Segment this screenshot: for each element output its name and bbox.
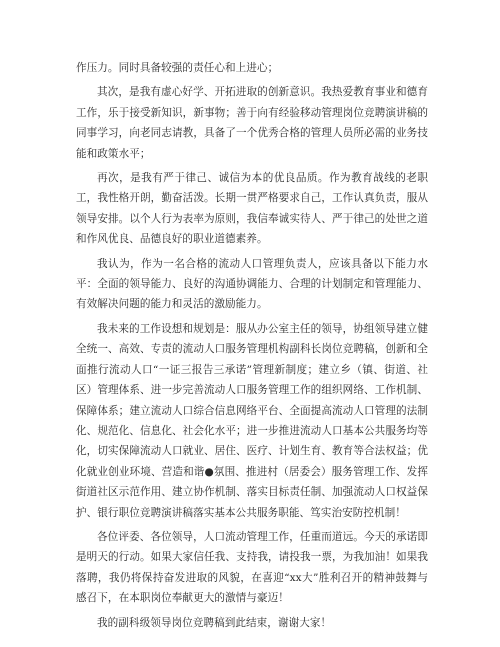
paragraph-1: 作压力。同时具备较强的责任心和上进心； [76, 62, 279, 74]
paragraph-3: 再次，是我有严于律己、诚信为本的优良品质。作为教育战线的老职工，我性格开朗，勤奋活泼。长期一贯严格要求自己，工作认真负责，服从领导安排。以个人行为表率为原则，我信奉诚实待人、严于律己的处世之道和作风优良、品德良好的职业道德素养。 [76, 172, 428, 246]
document-page [76, 58, 428, 633]
paragraph-6: 各位评委、各位领导，人口流动管理工作，任重而道远。今天的承诺即是明天的行动。如果大家信任我、支持我，请投我一票，为我加油！如果我落聘，我仍将保持奋发进取的风貌，在喜迎“xx大”胜利召开的精神鼓舞与感召下，在本职岗位奉献更大的激情与豪迈！ [76, 530, 428, 605]
paragraph-2: 其次，是我有虚心好学、开拓进取的创新意识。我热爱教育事业和德育工作，乐于接受新知识，新事物；善于向有经验移动管理岗位竞聘演讲稿的同事学习，向老同志请教，具备了一个优秀合格的管理人员所必需的业务技能和政策水平； [76, 86, 428, 160]
paragraph-5: 我未来的工作设想和规划是：服从办公室主任的领导，协组领导建立健全统一、高效、专责的流动人口服务管理机构副科长岗位竞聘稿，创新和全面推行流动人口“一证三报告三承诺”管理新制度；建立乡（镇、街道、社区）管理体系、进一步完善流动人口服务管理工作的组织网络、工作机制、保障体系；建立流动人口综合信息网络平台、全面提高流动人口管理的法制化、规范化、信息化、社会化水平；进一步推进流动人口基本公共服务均等化，切实保障流动人口就业、居住、医疗、计划生育、教育等合法权益；优化就业创业环境、营造和谐●氛围、推进村（居委会）服务管理工作、发挥街道社区示范作用、建立协作机制、落实目标责任制、加强流动人口权益保护、银行职位竞聘演讲稿落实基本公共服务职能、笃实治安防控机制！ [76, 322, 428, 519]
paragraph-4: 我认为，作为一名合格的流动人口管理负责人，应该具备以下能力水平：全面的领导能力、良好的沟通协调能力、合理的计划制定和管理能力、有效解决问题的能力和灵活的激励能力。 [76, 257, 428, 311]
paragraph-7: 我的副科级领导岗位竞聘稿到此结束，谢谢大家！ [97, 616, 332, 629]
